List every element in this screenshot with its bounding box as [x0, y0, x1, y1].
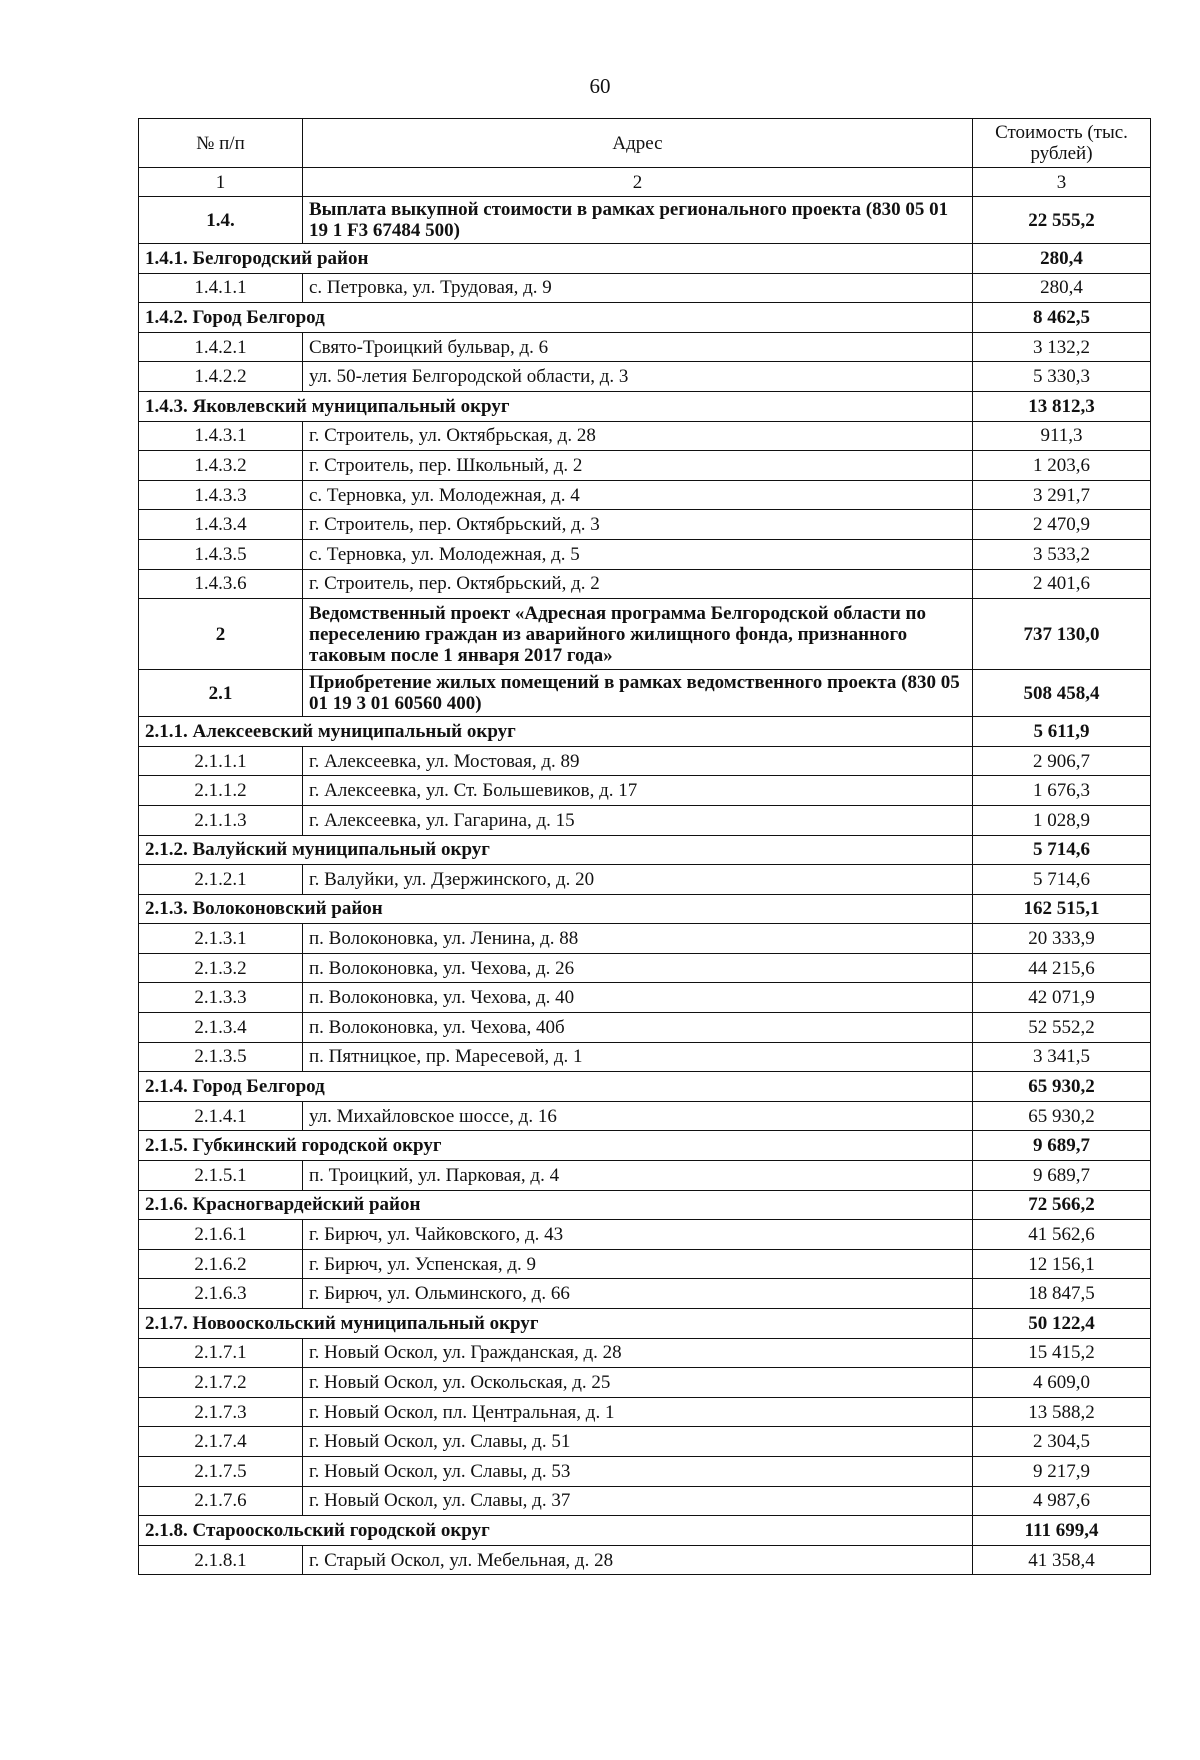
- table-row: [139, 1309, 1151, 1339]
- item-cost: 508 458,4: [973, 670, 1151, 717]
- row-cost: 911,3: [973, 421, 1151, 451]
- row-cost: 18 847,5: [973, 1279, 1151, 1309]
- row-number: 1.4.3.6: [139, 569, 303, 599]
- row-cost: 3 291,7: [973, 480, 1151, 510]
- table-row: [139, 1486, 1151, 1516]
- table-row: [139, 670, 1151, 717]
- row-address: г. Строитель, пер. Октябрьский, д. 3: [303, 510, 973, 540]
- row-number: 1.4.3.5: [139, 539, 303, 569]
- group-cost: 5 611,9: [973, 717, 1151, 747]
- row-number: 2.1.1.1: [139, 746, 303, 776]
- row-cost: 12 156,1: [973, 1249, 1151, 1279]
- row-cost: 2 401,6: [973, 569, 1151, 599]
- row-address: г. Алексеевка, ул. Мостовая, д. 89: [303, 746, 973, 776]
- row-address: г. Новый Оскол, ул. Славы, д. 51: [303, 1427, 973, 1457]
- group-cost: 9 689,7: [973, 1131, 1151, 1161]
- row-number: 2.1.6.3: [139, 1279, 303, 1309]
- row-number: 1.4.3.4: [139, 510, 303, 540]
- row-address: г. Строитель, ул. Октябрьская, д. 28: [303, 421, 973, 451]
- row-cost: 3 132,2: [973, 332, 1151, 362]
- row-cost: 20 333,9: [973, 924, 1151, 954]
- row-number: 2.1.1.2: [139, 776, 303, 806]
- group-title: 1.4.1. Белгородский район: [139, 244, 973, 274]
- group-cost: 5 714,6: [973, 835, 1151, 865]
- row-number: 1.4.1.1: [139, 273, 303, 303]
- row-address: г. Алексеевка, ул. Гагарина, д. 15: [303, 805, 973, 835]
- table-row: [139, 1338, 1151, 1368]
- table-row: [139, 1131, 1151, 1161]
- table-row: [139, 776, 1151, 806]
- header-num: № п/п: [139, 119, 303, 168]
- group-title: 2.1.8. Старооскольский городской округ: [139, 1516, 973, 1546]
- row-number: 1.4.2.1: [139, 332, 303, 362]
- table-row: [139, 1072, 1151, 1102]
- table-row: [139, 835, 1151, 865]
- group-cost: 162 515,1: [973, 894, 1151, 924]
- row-number: 2.1.7.6: [139, 1486, 303, 1516]
- row-cost: 3 533,2: [973, 539, 1151, 569]
- row-cost: 280,4: [973, 273, 1151, 303]
- group-cost: 111 699,4: [973, 1516, 1151, 1546]
- table-row: [139, 1427, 1151, 1457]
- table-row: [139, 510, 1151, 540]
- row-address: с. Петровка, ул. Трудовая, д. 9: [303, 273, 973, 303]
- table-row: [139, 1249, 1151, 1279]
- row-address: г. Алексеевка, ул. Ст. Большевиков, д. 17: [303, 776, 973, 806]
- group-title: 2.1.2. Валуйский муниципальный округ: [139, 835, 973, 865]
- group-cost: 65 930,2: [973, 1072, 1151, 1102]
- table-row: [139, 1545, 1151, 1575]
- table-row: [139, 953, 1151, 983]
- table-row: [139, 391, 1151, 421]
- row-cost: 9 217,9: [973, 1456, 1151, 1486]
- row-number: 1.4.2.2: [139, 362, 303, 392]
- row-number: 2.1.6.2: [139, 1249, 303, 1279]
- group-title: 1.4.3. Яковлевский муниципальный округ: [139, 391, 973, 421]
- row-cost: 3 341,5: [973, 1042, 1151, 1072]
- item-description: Выплата выкупной стоимости в рамках регионального проекта (830 05 01 19 1 F3 67484 500): [303, 197, 973, 244]
- row-number: 2.1.3.2: [139, 953, 303, 983]
- row-number: 2.1.4.1: [139, 1101, 303, 1131]
- item-number: 2.1: [139, 670, 303, 717]
- row-cost: 4 987,6: [973, 1486, 1151, 1516]
- row-cost: 1 676,3: [973, 776, 1151, 806]
- table-body: [139, 197, 1151, 1575]
- table-row: [139, 451, 1151, 481]
- row-address: с. Терновка, ул. Молодежная, д. 5: [303, 539, 973, 569]
- table-row: [139, 1279, 1151, 1309]
- row-address: п. Волоконовка, ул. Ленина, д. 88: [303, 924, 973, 954]
- item-number: 2: [139, 599, 303, 670]
- table-row: [139, 197, 1151, 244]
- row-cost: 2 304,5: [973, 1427, 1151, 1457]
- row-cost: 4 609,0: [973, 1368, 1151, 1398]
- row-address: г. Новый Оскол, пл. Центральная, д. 1: [303, 1397, 973, 1427]
- row-address: г. Строитель, пер. Октябрьский, д. 2: [303, 569, 973, 599]
- row-number: 2.1.6.1: [139, 1220, 303, 1250]
- header-row: [139, 119, 1151, 168]
- row-number: 2.1.2.1: [139, 865, 303, 895]
- table-row: [139, 924, 1151, 954]
- column-index-1: 1: [139, 168, 303, 197]
- row-address: п. Волоконовка, ул. Чехова, 40б: [303, 1013, 973, 1043]
- cost-table: [138, 118, 1151, 1575]
- row-number: 2.1.8.1: [139, 1545, 303, 1575]
- row-number: 2.1.7.1: [139, 1338, 303, 1368]
- group-cost: 72 566,2: [973, 1190, 1151, 1220]
- row-address: п. Волоконовка, ул. Чехова, д. 26: [303, 953, 973, 983]
- row-cost: 13 588,2: [973, 1397, 1151, 1427]
- group-cost: 8 462,5: [973, 303, 1151, 333]
- table-row: [139, 1101, 1151, 1131]
- group-title: 2.1.1. Алексеевский муниципальный округ: [139, 717, 973, 747]
- row-number: 2.1.7.2: [139, 1368, 303, 1398]
- row-address: г. Старый Оскол, ул. Мебельная, д. 28: [303, 1545, 973, 1575]
- row-cost: 2 906,7: [973, 746, 1151, 776]
- table-row: [139, 805, 1151, 835]
- table-row: [139, 1042, 1151, 1072]
- row-cost: 5 714,6: [973, 865, 1151, 895]
- row-address: с. Терновка, ул. Молодежная, д. 4: [303, 480, 973, 510]
- group-title: 2.1.3. Волоконовский район: [139, 894, 973, 924]
- row-number: 2.1.3.1: [139, 924, 303, 954]
- row-address: г. Новый Оскол, ул. Оскольская, д. 25: [303, 1368, 973, 1398]
- table-row: [139, 1220, 1151, 1250]
- row-number: 2.1.7.5: [139, 1456, 303, 1486]
- row-address: г. Новый Оскол, ул. Славы, д. 37: [303, 1486, 973, 1516]
- table-row: [139, 1456, 1151, 1486]
- table-row: [139, 983, 1151, 1013]
- row-number: 2.1.3.3: [139, 983, 303, 1013]
- item-description: Приобретение жилых помещений в рамках ведомственного проекта (830 05 01 19 3 01 60560 400): [303, 670, 973, 717]
- row-address: п. Пятницкое, пр. Маресевой, д. 1: [303, 1042, 973, 1072]
- row-cost: 52 552,2: [973, 1013, 1151, 1043]
- table-row: [139, 894, 1151, 924]
- row-address: г. Валуйки, ул. Дзержинского, д. 20: [303, 865, 973, 895]
- row-address: Свято-Троицкий бульвар, д. 6: [303, 332, 973, 362]
- table-row: [139, 273, 1151, 303]
- row-address: г. Бирюч, ул. Успенская, д. 9: [303, 1249, 973, 1279]
- group-cost: 50 122,4: [973, 1309, 1151, 1339]
- header-address: Адрес: [303, 119, 973, 168]
- row-number: 1.4.3.2: [139, 451, 303, 481]
- group-title: 2.1.5. Губкинский городской округ: [139, 1131, 973, 1161]
- table-row: [139, 599, 1151, 670]
- row-number: 1.4.3.3: [139, 480, 303, 510]
- row-cost: 65 930,2: [973, 1101, 1151, 1131]
- row-cost: 5 330,3: [973, 362, 1151, 392]
- row-address: г. Бирюч, ул. Ольминского, д. 66: [303, 1279, 973, 1309]
- row-cost: 41 358,4: [973, 1545, 1151, 1575]
- table-row: [139, 421, 1151, 451]
- group-title: 2.1.6. Красногвардейский район: [139, 1190, 973, 1220]
- page-number: 60: [589, 74, 611, 98]
- table-row: [139, 1397, 1151, 1427]
- table-row: [139, 332, 1151, 362]
- item-description: Ведомственный проект «Адресная программа Белгородской области по переселению граждан из аварийного жилищного фонда, признанного таковым после 1 января 2017 года»: [303, 599, 973, 670]
- row-cost: 15 415,2: [973, 1338, 1151, 1368]
- table-row: [139, 480, 1151, 510]
- row-address: г. Новый Оскол, ул. Гражданская, д. 28: [303, 1338, 973, 1368]
- table-row: [139, 746, 1151, 776]
- group-cost: 13 812,3: [973, 391, 1151, 421]
- column-index-row: [139, 168, 1151, 197]
- row-address: г. Бирюч, ул. Чайковского, д. 43: [303, 1220, 973, 1250]
- row-number: 2.1.5.1: [139, 1161, 303, 1191]
- group-title: 1.4.2. Город Белгород: [139, 303, 973, 333]
- group-cost: 280,4: [973, 244, 1151, 274]
- table-row: [139, 717, 1151, 747]
- row-cost: 1 028,9: [973, 805, 1151, 835]
- row-address: п. Волоконовка, ул. Чехова, д. 40: [303, 983, 973, 1013]
- row-address: г. Новый Оскол, ул. Славы, д. 53: [303, 1456, 973, 1486]
- item-cost: 737 130,0: [973, 599, 1151, 670]
- group-title: 2.1.7. Новооскольский муниципальный округ: [139, 1309, 973, 1339]
- table-row: [139, 1013, 1151, 1043]
- table-row: [139, 1516, 1151, 1546]
- row-address: г. Строитель, пер. Школьный, д. 2: [303, 451, 973, 481]
- item-number: 1.4.: [139, 197, 303, 244]
- row-number: 1.4.3.1: [139, 421, 303, 451]
- table-row: [139, 865, 1151, 895]
- table-row: [139, 362, 1151, 392]
- row-number: 2.1.7.3: [139, 1397, 303, 1427]
- header-cost: Стоимость (тыс. рублей): [973, 119, 1151, 168]
- table-row: [139, 1368, 1151, 1398]
- row-address: ул. 50-летия Белгородской области, д. 3: [303, 362, 973, 392]
- row-number: 2.1.3.4: [139, 1013, 303, 1043]
- row-cost: 9 689,7: [973, 1161, 1151, 1191]
- row-number: 2.1.7.4: [139, 1427, 303, 1457]
- column-index-2: 2: [303, 168, 973, 197]
- table-row: [139, 1190, 1151, 1220]
- item-cost: 22 555,2: [973, 197, 1151, 244]
- row-number: 2.1.1.3: [139, 805, 303, 835]
- table-row: [139, 303, 1151, 333]
- table-row: [139, 244, 1151, 274]
- row-cost: 42 071,9: [973, 983, 1151, 1013]
- table-row: [139, 1161, 1151, 1191]
- row-cost: 41 562,6: [973, 1220, 1151, 1250]
- row-number: 2.1.3.5: [139, 1042, 303, 1072]
- group-title: 2.1.4. Город Белгород: [139, 1072, 973, 1102]
- row-address: ул. Михайловское шоссе, д. 16: [303, 1101, 973, 1131]
- row-cost: 1 203,6: [973, 451, 1151, 481]
- row-address: п. Троицкий, ул. Парковая, д. 4: [303, 1161, 973, 1191]
- row-cost: 44 215,6: [973, 953, 1151, 983]
- column-index-3: 3: [973, 168, 1151, 197]
- table-row: [139, 569, 1151, 599]
- row-cost: 2 470,9: [973, 510, 1151, 540]
- table-row: [139, 539, 1151, 569]
